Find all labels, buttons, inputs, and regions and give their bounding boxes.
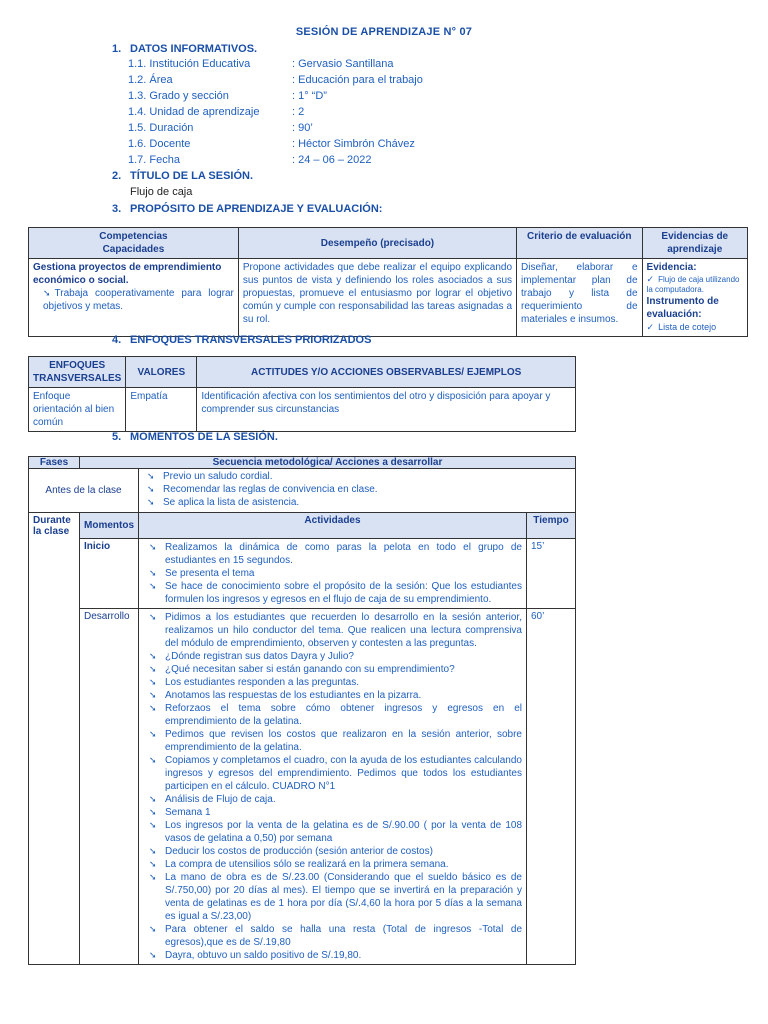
- actitud-cell: Identificación afectiva con los sentimientos del otro y disposición para apoyar y comprender sus circunstancias: [197, 388, 576, 432]
- evidencia-text: Flujo de caja utilizando la computadora.: [646, 275, 740, 294]
- list-item: ➘ Recomendar las reglas de convivencia en clase.: [141, 483, 573, 496]
- evidencias-cell: [642, 259, 747, 337]
- desempeno-cell: Propone actividades que debe realizar el equipo explicando sus puntos de vista y definiendo los roles asociados a sus propuestas, promueve el entusiasmo por lograr el objetivo común y cumple con responsabilidad las tareas asignadas a su rol.: [238, 259, 516, 337]
- valor-cell: Empatía: [126, 388, 197, 432]
- info-key: 1.2. Área: [128, 74, 173, 86]
- list-item: ➘ La compra de utensilios sólo se realizará en la primera semana.: [143, 858, 522, 871]
- info-key: 1.6. Docente: [128, 138, 191, 150]
- list-item: ➘ Análisis de Flujo de caja.: [143, 793, 522, 806]
- inicio-label: Inicio: [80, 539, 139, 609]
- section-label: TÍTULO DE LA SESIÓN.: [130, 170, 254, 182]
- instrumento-label: Instrumento de evaluación:: [646, 296, 719, 320]
- header-secuencia: Secuencia metodológica/ Acciones a desarrollar: [80, 457, 576, 469]
- enfoque-cell: Enfoque orientación al bien común: [29, 388, 126, 432]
- list-item: ➘ Realizamos la dinámica de como paras la pelota en todo el grupo de estudiantes en 15 segundos.: [143, 541, 522, 567]
- info-value: : Gervasio Santillana: [292, 58, 394, 70]
- info-value: : 90’: [292, 122, 313, 134]
- page-title: SESIÓN DE APRENDIZAJE N° 07: [295, 26, 473, 38]
- list-item: ➘ Copiamos y completamos el cuadro, con la ayuda de los estudiantes calculando ingresos y egresos del emprendimiento. Pedimos que todos los estudiantes participen en el cálculo. CUADRO N°1: [143, 754, 522, 793]
- list-item: ➘ ¿Dónde registran sus datos Dayra y Julio?: [143, 650, 522, 663]
- section-5-heading: [112, 431, 278, 443]
- header-tiempo: Tiempo: [527, 513, 576, 539]
- desarrollo-cell: [139, 609, 527, 965]
- enfoques-table: [28, 356, 576, 432]
- section-3-heading: [112, 203, 382, 215]
- header-momentos: Momentos: [80, 513, 139, 539]
- desarrollo-label: Desarrollo: [80, 609, 139, 965]
- info-value: : Educación para el trabajo: [292, 74, 423, 86]
- list-item: ➘ ¿Qué necesitan saber si están ganando con su emprendimiento?: [143, 663, 522, 676]
- section-number: 2.: [112, 170, 122, 182]
- antes-list: [141, 470, 573, 509]
- desarrollo-list: [143, 611, 522, 962]
- antes-label: Antes de la clase: [29, 469, 139, 513]
- list-item: ➘ La mano de obra es de S/.23.00 (Considerando que el sueldo básico es de S/.750,00) por 20 días al mes). El tiempo que se invertirá en la preparación y venta de gelatinas es de 1 hora por día (S/.4,60 la hora por 5 días a la semana es igual a S/.23,00): [143, 871, 522, 923]
- list-item: ➘ Los estudiantes responden a las preguntas.: [143, 676, 522, 689]
- competencias-cell: [29, 259, 239, 337]
- section-number: 3.: [112, 203, 122, 215]
- section-number: 4.: [112, 334, 122, 346]
- criterio-cell: Diseñar, elaborar e implementar plan de trabajo y lista de requerimiento de materiales e insumos.: [517, 259, 643, 337]
- list-item: ➘ Pidimos a los estudiantes que recuerden lo desarrollo en la sesión anterior, realizamos un hilo conductor del tema. Que realicen una lectura comprensiva del módulo de emprendimiento, observen y contesten a las preguntas.: [143, 611, 522, 650]
- section-2-heading: [112, 170, 253, 182]
- list-item: ➘ Se aplica la lista de asistencia.: [141, 496, 573, 509]
- header-enfoques: ENFOQUES TRANSVERSALES: [29, 357, 126, 388]
- durante-label: Durante la clase: [29, 513, 80, 965]
- desarrollo-time: 60’: [527, 609, 576, 965]
- info-value: : 24 – 06 – 2022: [292, 154, 372, 166]
- inicio-time: 15’: [527, 539, 576, 609]
- header-valores: VALORES: [126, 357, 197, 388]
- list-item: ➘ Anotamos las respuestas de los estudiantes en la pizarra.: [143, 689, 522, 702]
- instrumento-text: Lista de cotejo: [658, 322, 717, 332]
- check-icon: [647, 275, 659, 284]
- list-item: ➘ Se presenta el tema: [143, 567, 522, 580]
- instrumento-item: [647, 321, 743, 334]
- header-evidencias: Evidencias de aprendizaje: [642, 228, 747, 259]
- section-number: 5.: [112, 431, 122, 443]
- section-label: PROPÓSITO DE APRENDIZAJE Y EVALUACIÓN:: [130, 203, 383, 215]
- evidencia-item: [647, 274, 743, 295]
- section-number: 1.: [112, 43, 122, 55]
- list-item: ➘ Para obtener el saldo se halla una resta (Total de ingresos -Total de egresos),que es de S/.19,80: [143, 923, 522, 949]
- section-label: ENFOQUES TRANSVERSALES PRIORIZADOS: [130, 334, 372, 346]
- moments-table: [28, 456, 576, 965]
- list-item: ➘ Deducir los costos de producción (sesión anterior de costos): [143, 845, 522, 858]
- evidencia-label: Evidencia:: [646, 262, 697, 273]
- check-icon: [647, 322, 659, 332]
- list-item: ➘ Se hace de conocimiento sobre el propósito de la sesión: Que los estudiantes formulen los ingresos y egresos en el flujo de caja de su emprendimiento.: [143, 580, 522, 606]
- section-1-heading: [112, 43, 257, 55]
- capacidad-item: [33, 287, 234, 313]
- arrow-bullet-icon: [43, 288, 55, 299]
- info-key: 1.4. Unidad de aprendizaje: [128, 106, 260, 118]
- info-key: 1.3. Grado y sección: [128, 90, 229, 102]
- section-label: MOMENTOS DE LA SESIÓN.: [130, 431, 278, 443]
- inicio-cell: [139, 539, 527, 609]
- list-item: ➘ Previo un saludo cordial.: [141, 470, 573, 483]
- header-actitudes: ACTITUDES Y/O ACCIONES OBSERVABLES/ EJEMPLOS: [197, 357, 576, 388]
- section-label: DATOS INFORMATIVOS.: [130, 43, 258, 55]
- list-item: ➘ Dayra, obtuvo un saldo positivo de S/.19,80.: [143, 949, 522, 962]
- header-actividades: Actividades: [139, 513, 527, 539]
- antes-cell: [139, 469, 576, 513]
- header-criterio: Criterio de evaluación: [517, 228, 643, 259]
- list-item: ➘ Los ingresos por la venta de la gelatina es de S/.90.00 ( por la venta de 108 vasos de gelatina a 0,50) por semana: [143, 819, 522, 845]
- info-key: 1.1. Institución Educativa: [128, 58, 251, 70]
- info-key: 1.5. Duración: [128, 122, 194, 134]
- info-value: : 2: [292, 106, 305, 118]
- header-desempeno: Desempeño (precisado): [238, 228, 516, 259]
- list-item: ➘ Reforzaos el tema sobre cómo obtener ingresos y egresos en el emprendimiento de la gelatina.: [143, 702, 522, 728]
- session-title: Flujo de caja: [130, 186, 193, 198]
- info-value: : 1° “D”: [292, 90, 327, 102]
- purpose-table: [28, 227, 748, 337]
- list-item: ➘ Semana 1: [143, 806, 522, 819]
- capacidad-text: Trabaja cooperativamente para lograr objetivos y metas.: [43, 288, 234, 312]
- header-competencias: Competencias Capacidades: [29, 228, 239, 259]
- inicio-list: [143, 541, 522, 606]
- section-4-heading: [112, 334, 371, 346]
- info-key: 1.7. Fecha: [128, 154, 180, 166]
- info-value: : Héctor Simbrón Chávez: [292, 138, 415, 150]
- competencia-text: Gestiona proyectos de emprendimiento económico o social.: [33, 262, 222, 286]
- header-fases: Fases: [29, 457, 80, 469]
- list-item: ➘ Pedimos que revisen los costos que realizaron en la sesión anterior, sobre emprendimiento de la gelatina.: [143, 728, 522, 754]
